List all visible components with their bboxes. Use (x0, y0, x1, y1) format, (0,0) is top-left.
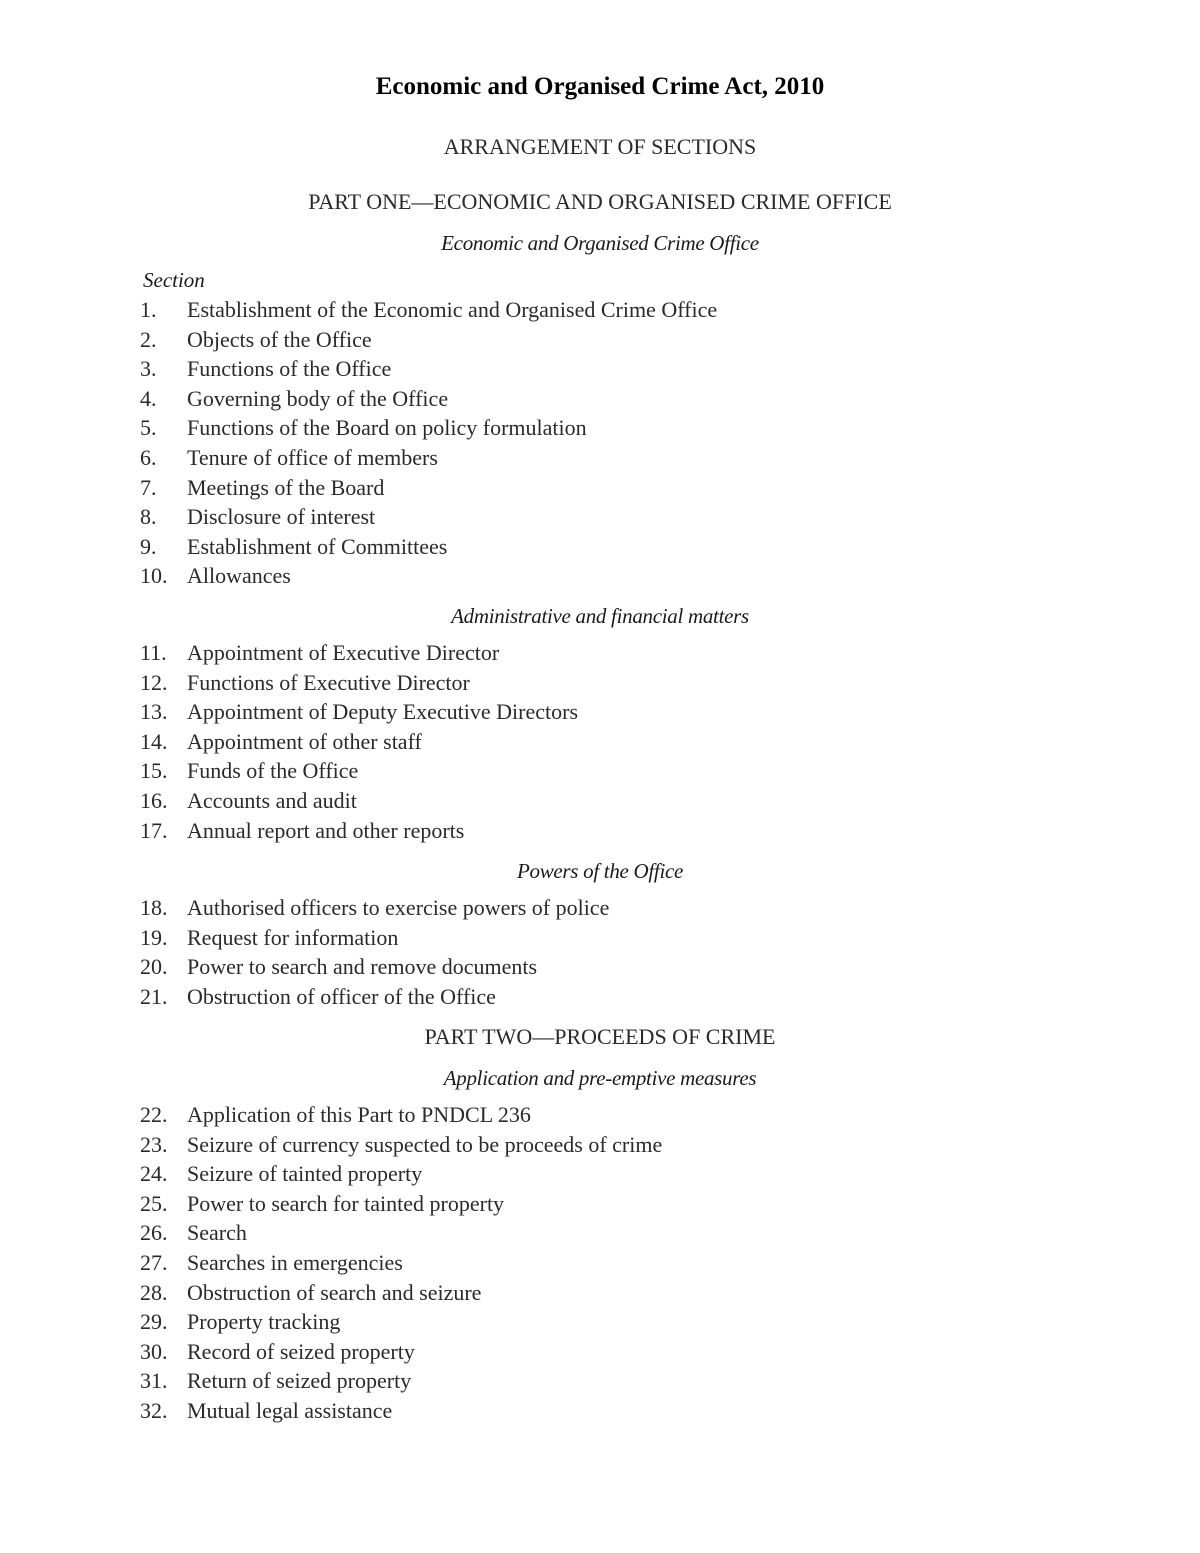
part-one-heading: PART ONE—ECONOMIC AND ORGANISED CRIME OFFICE (308, 189, 892, 214)
list-item (0, 354, 1200, 384)
section-title: Functions of the Board on policy formulation (187, 415, 587, 441)
section-number: 24. (140, 1161, 168, 1187)
list-item (0, 727, 1200, 757)
section-number: 8. (140, 504, 157, 530)
arrangement-heading: ARRANGEMENT OF SECTIONS (443, 134, 757, 159)
group-subheading: Application and pre-emptive measures (443, 1066, 757, 1090)
section-title: Return of seized property (187, 1368, 412, 1394)
section-title: Searches in emergencies (187, 1249, 403, 1275)
section-number: 20. (140, 954, 168, 980)
list-item (0, 923, 1200, 953)
section-number: 30. (140, 1338, 168, 1364)
list-item (0, 982, 1200, 1012)
list-item (0, 1248, 1200, 1278)
group-subheading: Administrative and financial matters (451, 604, 749, 628)
section-number: 3. (140, 356, 157, 382)
section-number: 31. (140, 1368, 168, 1394)
section-title: Obstruction of officer of the Office (187, 983, 496, 1009)
list-item (0, 1189, 1200, 1219)
list-item (0, 1307, 1200, 1337)
list-item (0, 561, 1200, 591)
section-title: Property tracking (187, 1309, 341, 1335)
section-title: Objects of the Office (187, 326, 372, 352)
list-item (0, 638, 1200, 668)
section-number: 11. (140, 640, 167, 665)
part-two-heading: PART TWO—PROCEEDS OF CRIME (424, 1024, 776, 1049)
list-item (0, 1130, 1200, 1160)
section-number: 19. (140, 924, 168, 950)
list-item (0, 502, 1200, 532)
section-number: 2. (140, 326, 157, 352)
section-title: Appointment of Deputy Executive Directors (187, 699, 579, 725)
section-title: Funds of the Office (187, 758, 359, 784)
list-item (0, 1218, 1200, 1248)
list-item (0, 1337, 1200, 1367)
section-number: 9. (140, 533, 157, 559)
list-item (0, 1366, 1200, 1396)
section-number: 32. (140, 1397, 168, 1423)
list-item (0, 413, 1200, 443)
section-number: 27. (140, 1249, 168, 1275)
list-item (0, 325, 1200, 355)
list-item (0, 786, 1200, 816)
section-number: 14. (140, 728, 168, 754)
section-number: 6. (140, 444, 157, 470)
list-item (0, 668, 1200, 698)
section-title: Appointment of Executive Director (187, 640, 500, 665)
section-number: 1. (140, 297, 157, 322)
list-item (0, 384, 1200, 414)
document-title: Economic and Organised Crime Act, 2010 (375, 73, 825, 100)
group-subheading: Economic and Organised Crime Office (441, 231, 759, 255)
list-item (0, 952, 1200, 982)
section-number: 28. (140, 1279, 168, 1305)
list-item (0, 893, 1200, 923)
section-title: Annual report and other reports (187, 817, 465, 843)
section-number: 5. (140, 415, 157, 441)
group-subheading: Powers of the Office (516, 859, 684, 883)
section-list (0, 295, 1200, 591)
list-item (0, 1278, 1200, 1308)
section-title: Seizure of tainted property (187, 1161, 423, 1187)
section-number: 12. (140, 669, 168, 695)
section-title: Mutual legal assistance (187, 1397, 393, 1423)
list-item (0, 816, 1200, 846)
section-number: 17. (140, 817, 168, 843)
list-item (0, 1100, 1200, 1130)
section-number: 7. (140, 474, 157, 500)
list-item (0, 697, 1200, 727)
section-number: 21. (140, 983, 168, 1009)
list-item (0, 532, 1200, 562)
section-title: Seizure of currency suspected to be proceeds of crime (187, 1131, 663, 1157)
list-item (0, 756, 1200, 786)
section-title: Record of seized property (187, 1338, 415, 1364)
list-item (0, 443, 1200, 473)
list-item (0, 473, 1200, 503)
section-title: Tenure of office of members (187, 444, 438, 470)
section-list (0, 893, 1200, 1011)
section-list (0, 1100, 1200, 1426)
section-list (0, 638, 1200, 845)
section-number: 29. (140, 1309, 168, 1335)
section-title: Disclosure of interest (187, 504, 376, 530)
section-number: 4. (140, 385, 157, 411)
section-title: Functions of Executive Director (187, 669, 470, 695)
section-number: 26. (140, 1220, 168, 1246)
section-number: 16. (140, 787, 168, 813)
section-number: 25. (140, 1190, 168, 1216)
section-title: Allowances (187, 563, 291, 589)
section-title: Obstruction of search and seizure (187, 1279, 482, 1305)
section-title: Meetings of the Board (187, 474, 385, 500)
list-item (0, 1159, 1200, 1189)
section-title: Power to search and remove documents (187, 954, 538, 980)
section-number: 22. (140, 1102, 168, 1127)
list-item (0, 1396, 1200, 1426)
section-title: Power to search for tainted property (187, 1190, 505, 1216)
section-title: Request for information (187, 924, 399, 950)
section-title: Authorised officers to exercise powers of police (187, 895, 610, 920)
section-title: Application of this Part to PNDCL 236 (187, 1102, 531, 1127)
section-number: 15. (140, 758, 168, 784)
section-column-label: Section (143, 268, 205, 292)
section-title: Search (187, 1220, 247, 1246)
section-title: Functions of the Office (187, 356, 392, 382)
section-number: 18. (140, 895, 168, 920)
section-title: Governing body of the Office (187, 385, 449, 411)
section-number: 13. (140, 699, 168, 725)
section-number: 23. (140, 1131, 168, 1157)
section-title: Establishment of the Economic and Organised Crime Office (187, 297, 718, 322)
section-title: Accounts and audit (187, 787, 357, 813)
section-title: Appointment of other staff (187, 728, 422, 754)
section-title: Establishment of Committees (187, 533, 448, 559)
list-item (0, 295, 1200, 325)
section-number: 10. (140, 563, 168, 589)
